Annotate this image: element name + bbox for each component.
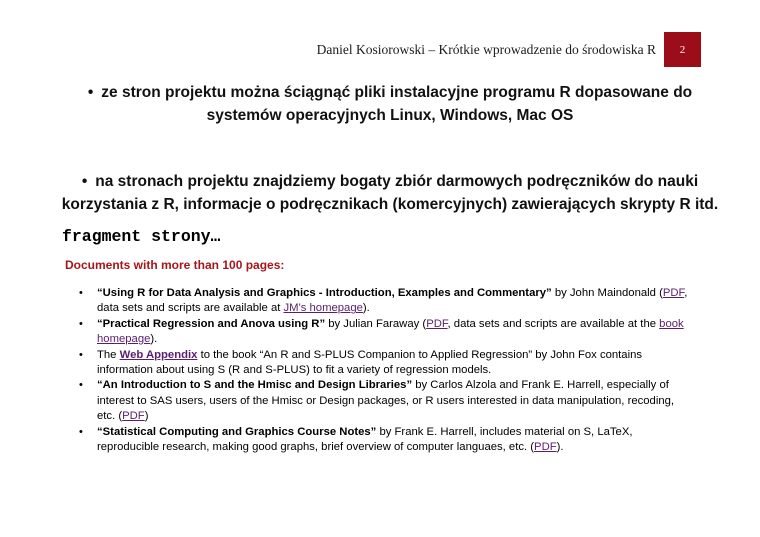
doc-title: “Statistical Computing and Graphics Course Notes” [97, 425, 377, 438]
bullet-marker: • [81, 173, 88, 190]
pdf-link[interactable]: PDF [534, 441, 557, 454]
doc-title: “Practical Regression and Anova using R” [97, 317, 326, 330]
doc-text: by Julian Faraway ( [325, 317, 427, 330]
doc-text: , data sets and scripts are available at [97, 287, 688, 315]
bullet-download-installers [40, 81, 740, 127]
bullet-line: na stronach projektu znajdziemy bogaty zbiór darmowych podręczników do nauki [95, 173, 699, 190]
list-item [79, 425, 689, 456]
header-title: Daniel Kosiorowski – Krótkie wprowadzenie do środowiska R [316, 42, 656, 57]
documents-heading: Documents with more than 100 pages: [65, 258, 285, 272]
doc-text: ). [556, 441, 564, 454]
bullet-free-manuals [40, 170, 740, 216]
pdf-link[interactable]: PDF [662, 287, 685, 299]
web-appendix-link[interactable]: Web Appendix [119, 348, 198, 361]
documents-list [79, 286, 689, 455]
pdf-link[interactable]: PDF [426, 317, 448, 330]
fragment-label: fragment strony… [62, 227, 221, 246]
bullet-line: systemów operacyjnych Linux, Windows, Mac OS [206, 107, 574, 124]
bullet-marker: • [87, 84, 94, 101]
bullet-line: korzystania z R, informacje o podręcznikach (komercyjnych) zawierających skrypty R itd. [61, 196, 719, 213]
doc-text: by John Maindonald ( [551, 287, 663, 299]
doc-text: The [97, 348, 120, 361]
doc-text: by Carlos Alzola and Frank E. Harrell, especially of interest to SAS users, users of the Hmisc or Design packages, or R users interested in data manipulation, recoding, etc. ( [97, 379, 675, 423]
list-item [79, 286, 689, 317]
list-item [79, 348, 689, 379]
doc-text: ) [144, 410, 149, 423]
bullet-line: ze stron projektu można ściągnąć pliki instalacyjne programu R dopasowane do [101, 84, 693, 101]
pdf-link[interactable]: PDF [122, 410, 145, 423]
list-item [79, 378, 689, 424]
doc-text: to the book “An R and S-PLUS Companion to Applied Regression” by John Fox contains information about using S (R and S-PLUS) to fit a variety of regression models. [97, 348, 643, 377]
homepage-link[interactable]: JM's homepage [283, 302, 363, 315]
doc-title: “An Introduction to S and the Hmisc and Design Libraries” [97, 379, 413, 392]
doc-text: ). [362, 302, 370, 315]
doc-text: , data sets and scripts are available at the [447, 317, 660, 330]
page-number-badge: 2 [664, 32, 701, 67]
doc-text: by Frank E. Harrell, includes material on S, LaTeX, reproducible research, making good graphs, brief overview of computer languaes, etc. ( [97, 425, 633, 454]
doc-title: “Using R for Data Analysis and Graphics - Introduction, Examples and Commentary” [97, 287, 552, 299]
book-homepage-link[interactable]: book homepage [97, 317, 684, 346]
doc-text: ). [150, 333, 158, 346]
list-item [79, 317, 689, 348]
